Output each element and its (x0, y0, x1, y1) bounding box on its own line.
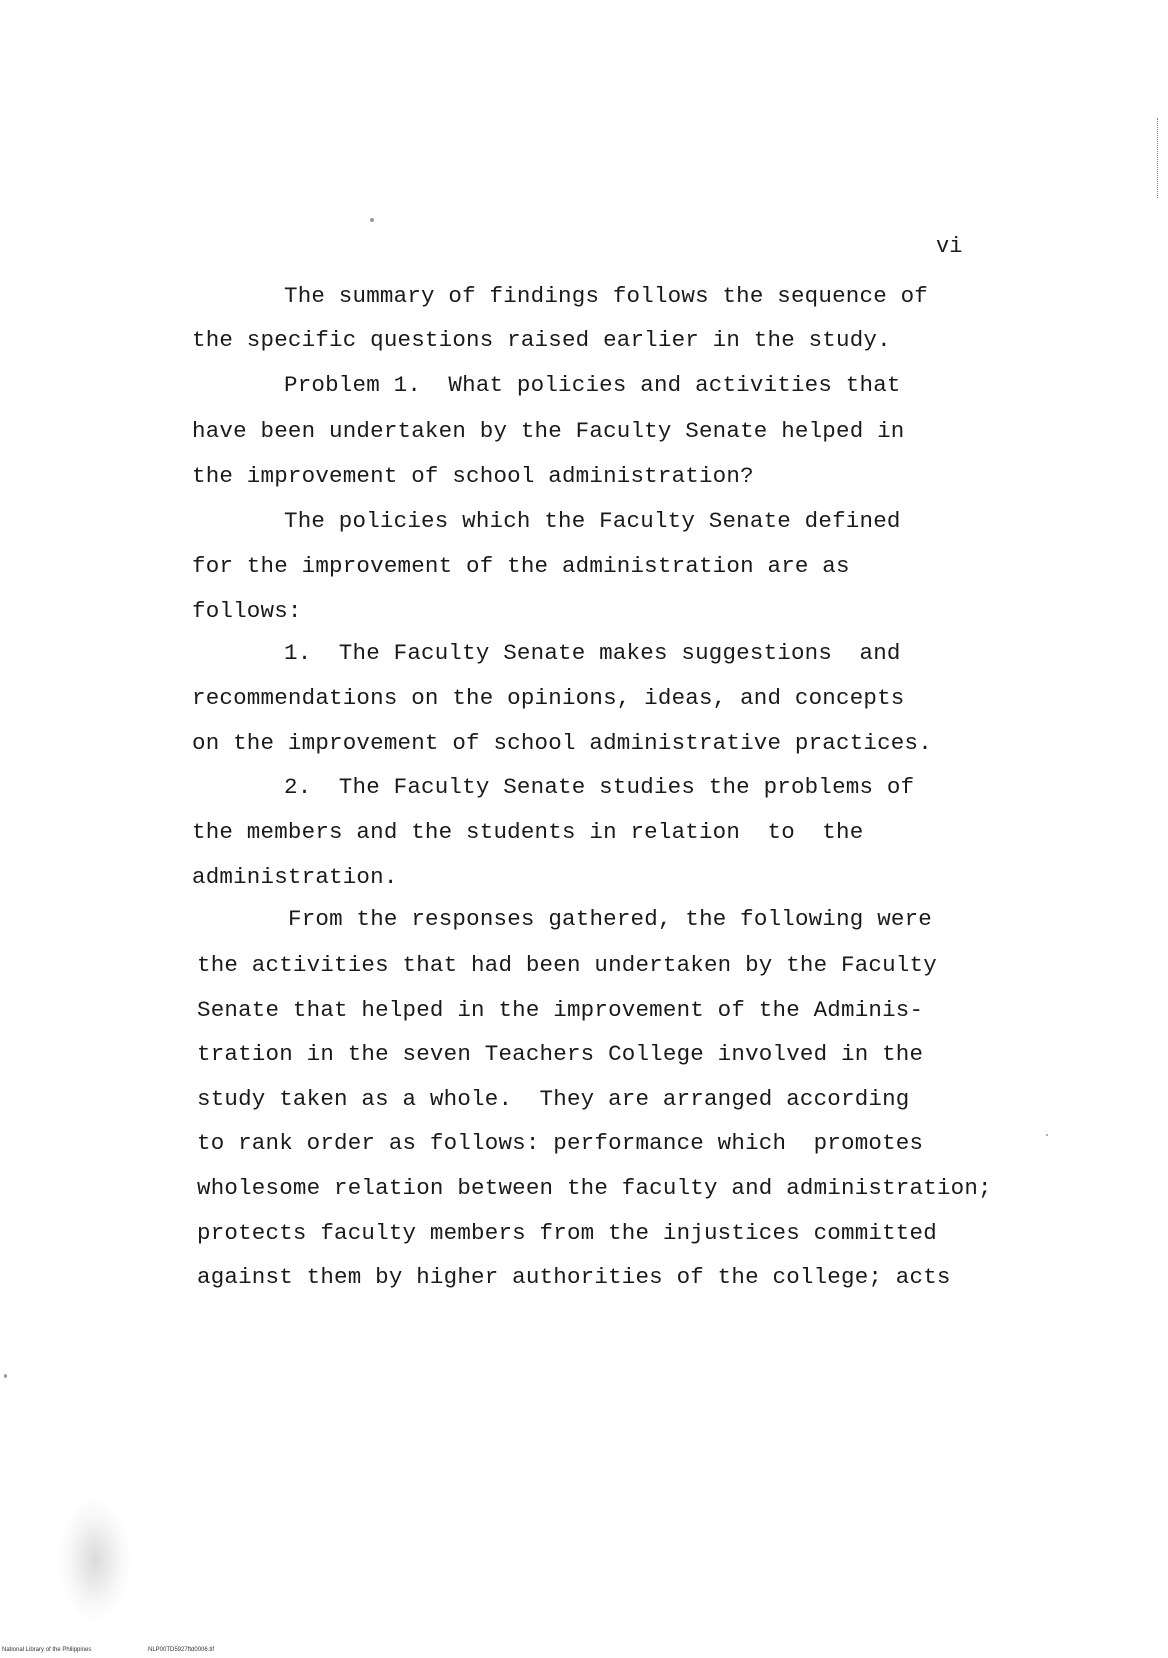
page-number: vi (936, 234, 963, 259)
text-line: tration in the seven Teachers College involved in the (197, 1041, 924, 1067)
scan-speck (4, 1374, 7, 1378)
scan-smudge (60, 1500, 130, 1620)
text-line: wholesome relation between the faculty and administration; (197, 1175, 992, 1201)
text-line: the members and the students in relation to the (192, 819, 864, 845)
text-line: 2. The Faculty Senate studies the problems of (284, 774, 915, 800)
text-line: follows: (192, 598, 302, 624)
scan-edge-mark (1157, 118, 1159, 198)
text-line: 1. The Faculty Senate makes suggestions and (284, 640, 901, 666)
text-line: protects faculty members from the injustices committed (197, 1220, 937, 1246)
text-line: for the improvement of the administration are as (192, 553, 850, 579)
text-line: on the improvement of school administrative practices. (192, 730, 932, 756)
text-line: recommendations on the opinions, ideas, and concepts (192, 685, 905, 711)
text-line: the activities that had been undertaken by the Faculty (197, 952, 937, 978)
text-line: The policies which the Faculty Senate defined (284, 508, 901, 534)
scan-speck (1046, 1134, 1048, 1136)
text-line: Senate that helped in the improvement of the Adminis- (197, 997, 924, 1023)
text-line: From the responses gathered, the following were (288, 906, 933, 932)
text-line: the specific questions raised earlier in the study. (192, 327, 891, 353)
text-line: administration. (192, 864, 398, 890)
text-line: have been undertaken by the Faculty Senate helped in (192, 418, 905, 444)
text-line: to rank order as follows: performance which promotes (197, 1130, 924, 1156)
text-line: the improvement of school administration? (192, 463, 754, 489)
text-line: The summary of findings follows the sequence of (284, 283, 929, 309)
footer-library: National Library of the Philippines (2, 1647, 92, 1653)
text-line: study taken as a whole. They are arranged according (197, 1086, 910, 1112)
text-line: Problem 1. What policies and activities that (284, 372, 901, 398)
scan-speck (370, 218, 374, 222)
text-line: against them by higher authorities of the college; acts (197, 1264, 951, 1290)
footer-filename: NLP00TD5927ftd0006.tif (148, 1647, 215, 1653)
